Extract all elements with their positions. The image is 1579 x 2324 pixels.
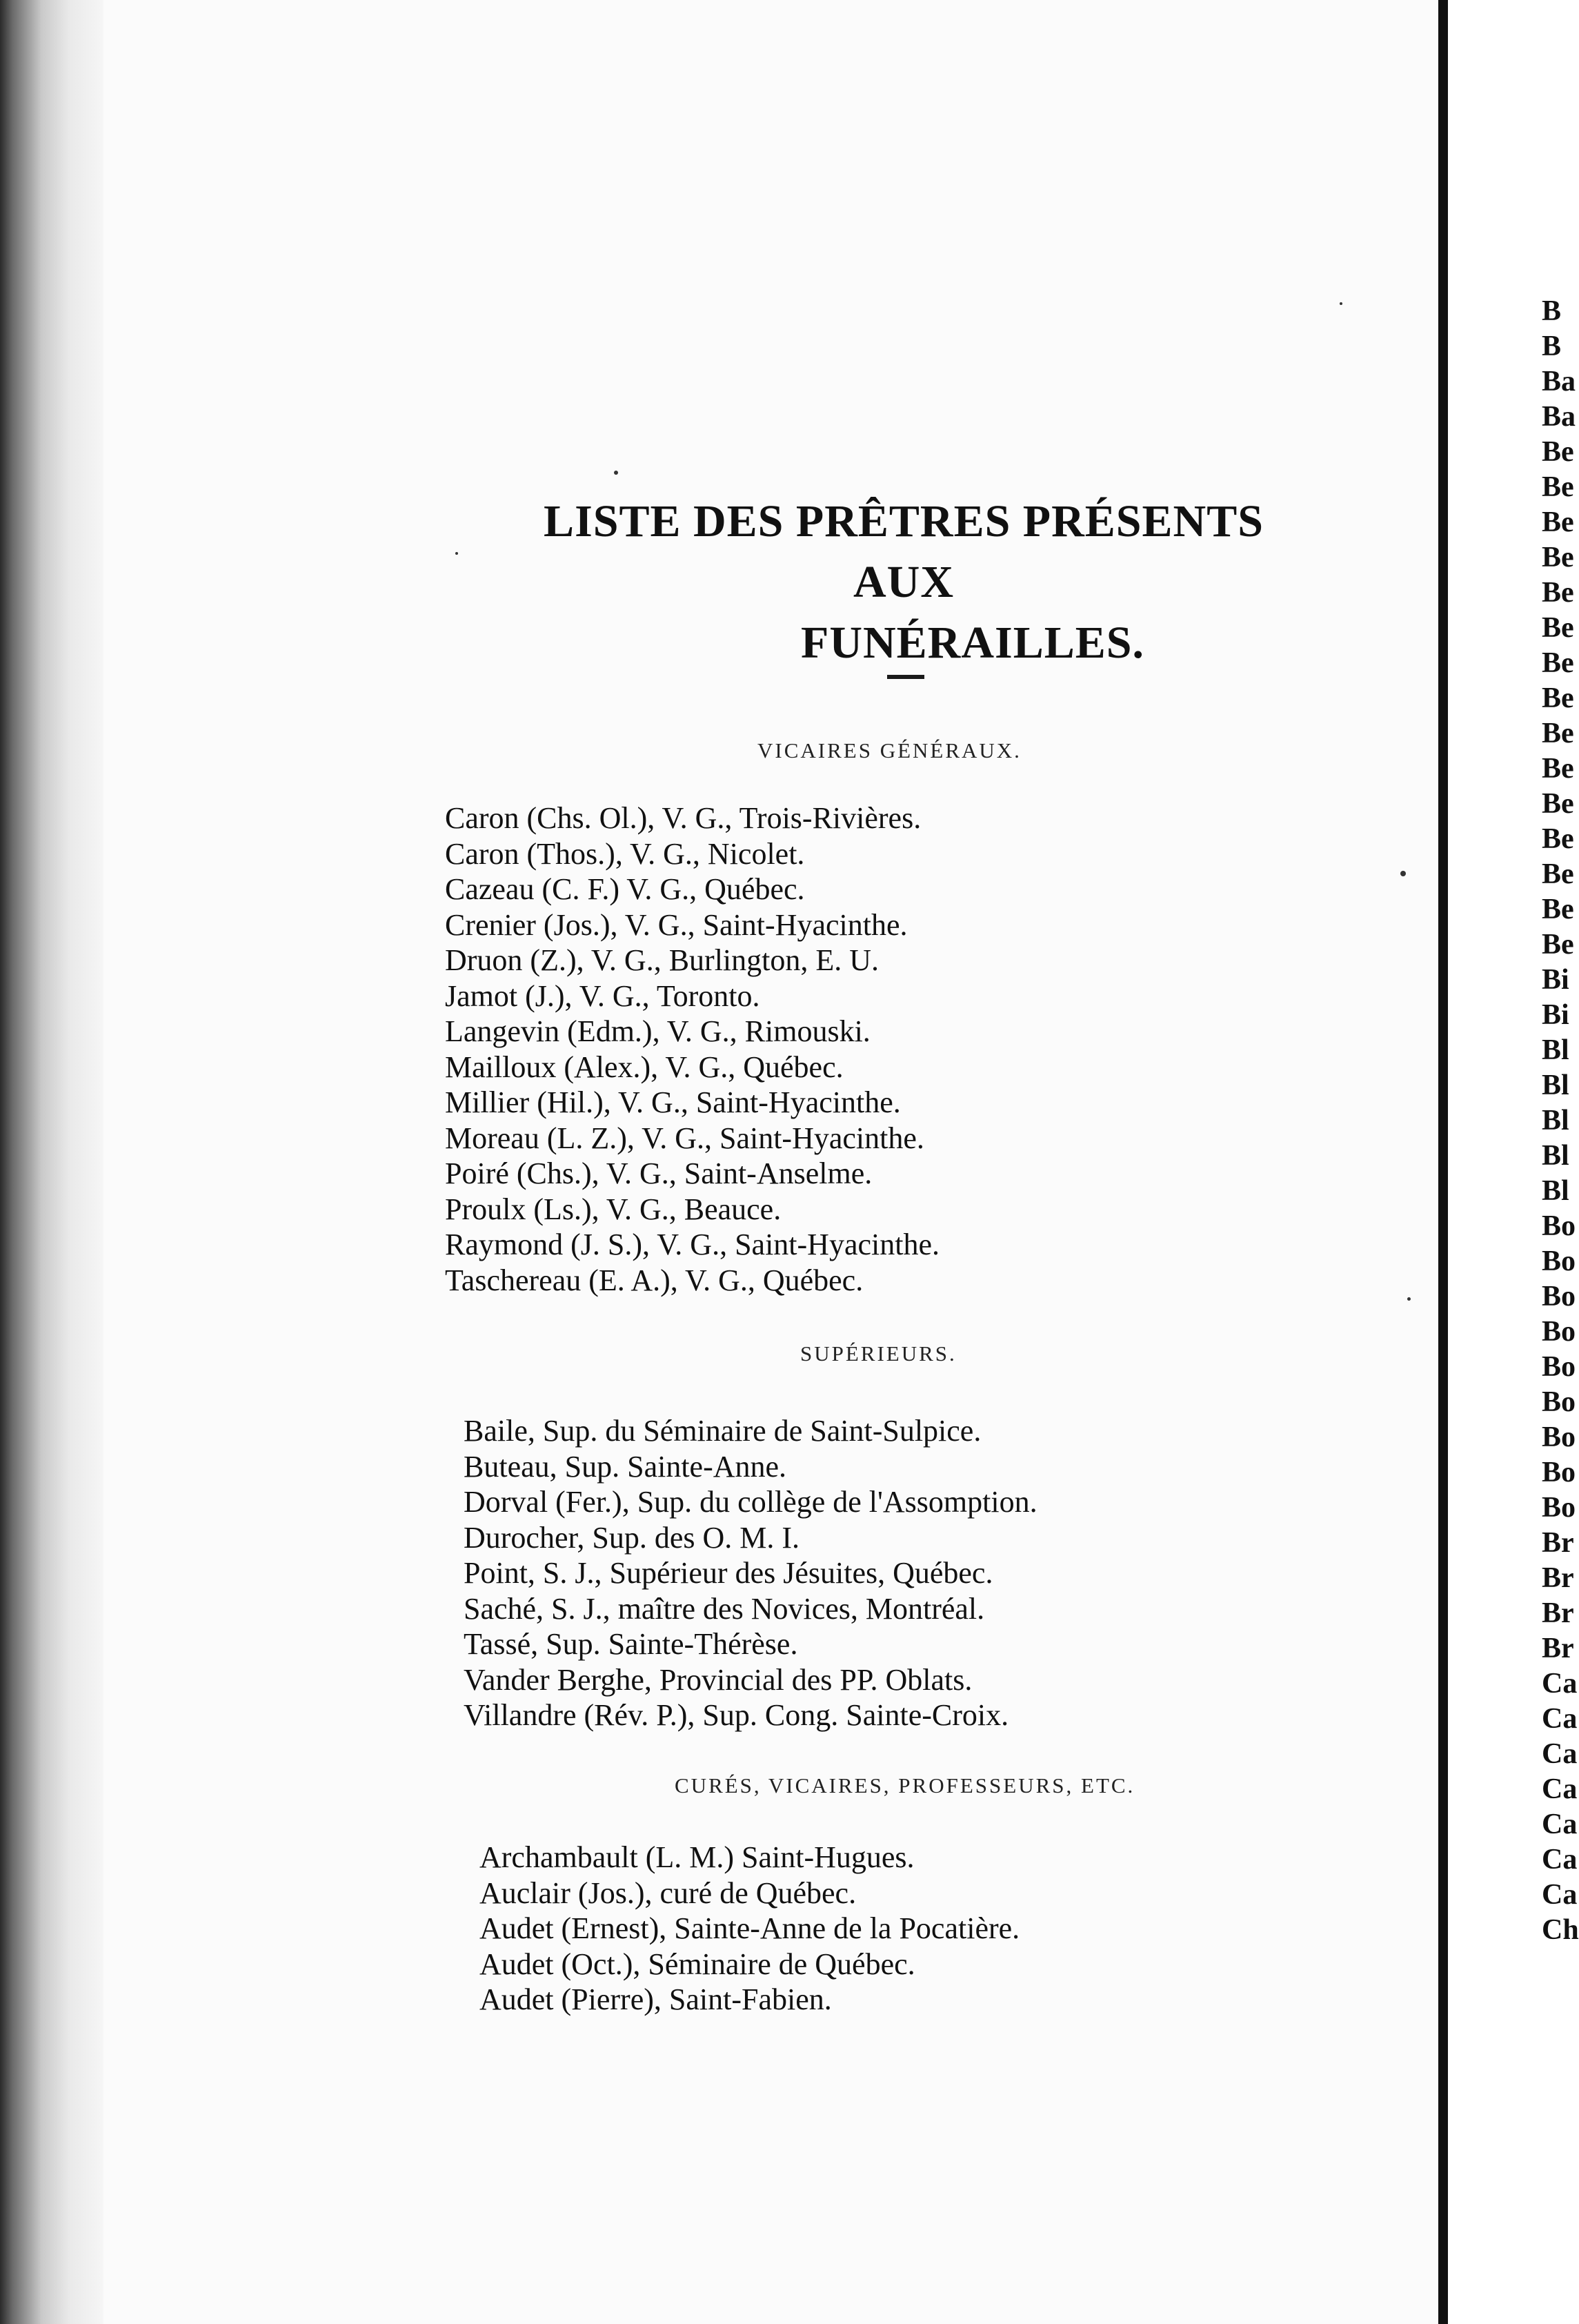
title-separator-dash <box>887 675 924 679</box>
vicaires-generaux-list <box>445 800 940 1298</box>
list-item: Villandre (Rév. P.), Sup. Cong. Sainte-Croix. <box>464 1698 1009 1732</box>
print-speck <box>614 471 618 475</box>
adjacent-page-text-fragment: B B Ba Ba Be Be Be Be Be Be Be Be Be Be Be Be Be Be Be Bi Bi Bl Bl Bl Bl Bl Bo Bo Bo Bo Bo Bo Bo Bo Bo Br Br Br Br Ca Ca Ca Ca Ca Ca Ca Ch <box>1542 295 1579 1946</box>
list-item: Poiré (Chs.), V. G., Saint-Anselme. <box>445 1156 873 1190</box>
list-item: Audet (Oct.), Séminaire de Québec. <box>479 1947 915 1981</box>
section-heading-cures-vicaires-professeurs: CURÉS, VICAIRES, PROFESSEURS, ETC. <box>675 1773 1135 1798</box>
print-speck <box>1400 871 1406 876</box>
list-item: Audet (Pierre), Saint-Fabien. <box>479 1982 832 2016</box>
list-item: Dorval (Fer.), Sup. du collège de l'Assomption. <box>464 1485 1037 1519</box>
list-item: Jamot (J.), V. G., Toronto. <box>445 978 760 1013</box>
list-item: Raymond (J. S.), V. G., Saint-Hyacinthe. <box>445 1228 940 1261</box>
page-title-line-2: FUNÉRAILLES. <box>801 618 1144 668</box>
list-item: Caron (Thos.), V. G., Nicolet. <box>445 836 805 871</box>
list-item: Millier (Hil.), V. G., Saint-Hyacinthe. <box>445 1085 901 1119</box>
list-item: Auclair (Jos.), curé de Québec. <box>479 1875 857 1910</box>
list-item: Druon (Z.), V. G., Burlington, E. U. <box>445 943 880 977</box>
list-item: Caron (Chs. Ol.), V. G., Trois-Rivières. <box>445 801 922 835</box>
list-item: Audet (Ernest), Sainte-Anne de la Pocatière. <box>479 1911 1020 1945</box>
list-item: Taschereau (E. A.), V. G., Québec. <box>445 1263 864 1297</box>
superieurs-list <box>464 1413 1037 1733</box>
list-item: Baile, Sup. du Séminaire de Saint-Sulpice. <box>464 1414 982 1448</box>
section-heading-superieurs: SUPÉRIEURS. <box>800 1341 957 1366</box>
list-item: Buteau, Sup. Sainte-Anne. <box>464 1449 787 1484</box>
list-item: Crenier (Jos.), V. G., Saint-Hyacinthe. <box>445 907 908 942</box>
page-title <box>497 491 1311 673</box>
list-item: Mailloux (Alex.), V. G., Québec. <box>445 1050 844 1084</box>
print-speck <box>1407 1297 1411 1301</box>
list-item: Archambault (L. M.) Saint-Hugues. <box>479 1840 915 1874</box>
list-item: Langevin (Edm.), V. G., Rimouski. <box>445 1014 871 1048</box>
list-item: Saché, S. J., maître des Novices, Montréal. <box>464 1591 985 1626</box>
list-item: Vander Berghe, Provincial des PP. Oblats. <box>464 1662 973 1697</box>
list-item: Point, S. J., Supérieur des Jésuites, Québec. <box>464 1556 993 1590</box>
print-speck <box>1340 302 1342 305</box>
cures-vicaires-professeurs-list <box>479 1840 1020 2018</box>
list-item: Proulx (Ls.), V. G., Beauce. <box>445 1192 782 1226</box>
print-speck <box>455 552 458 555</box>
list-item: Moreau (L. Z.), V. G., Saint-Hyacinthe. <box>445 1121 924 1155</box>
page-title-line-1: LISTE DES PRÊTRES PRÉSENTS AUX <box>544 496 1264 607</box>
binding-edge <box>0 0 103 2324</box>
list-item: Cazeau (C. F.) V. G., Québec. <box>445 872 805 906</box>
list-item: Tassé, Sup. Sainte-Thérèse. <box>464 1627 798 1661</box>
list-item: Durocher, Sup. des O. M. I. <box>464 1520 800 1555</box>
section-heading-vicaires-generaux: VICAIRES GÉNÉRAUX. <box>757 738 1022 762</box>
page-gutter-rule <box>1438 0 1448 2324</box>
